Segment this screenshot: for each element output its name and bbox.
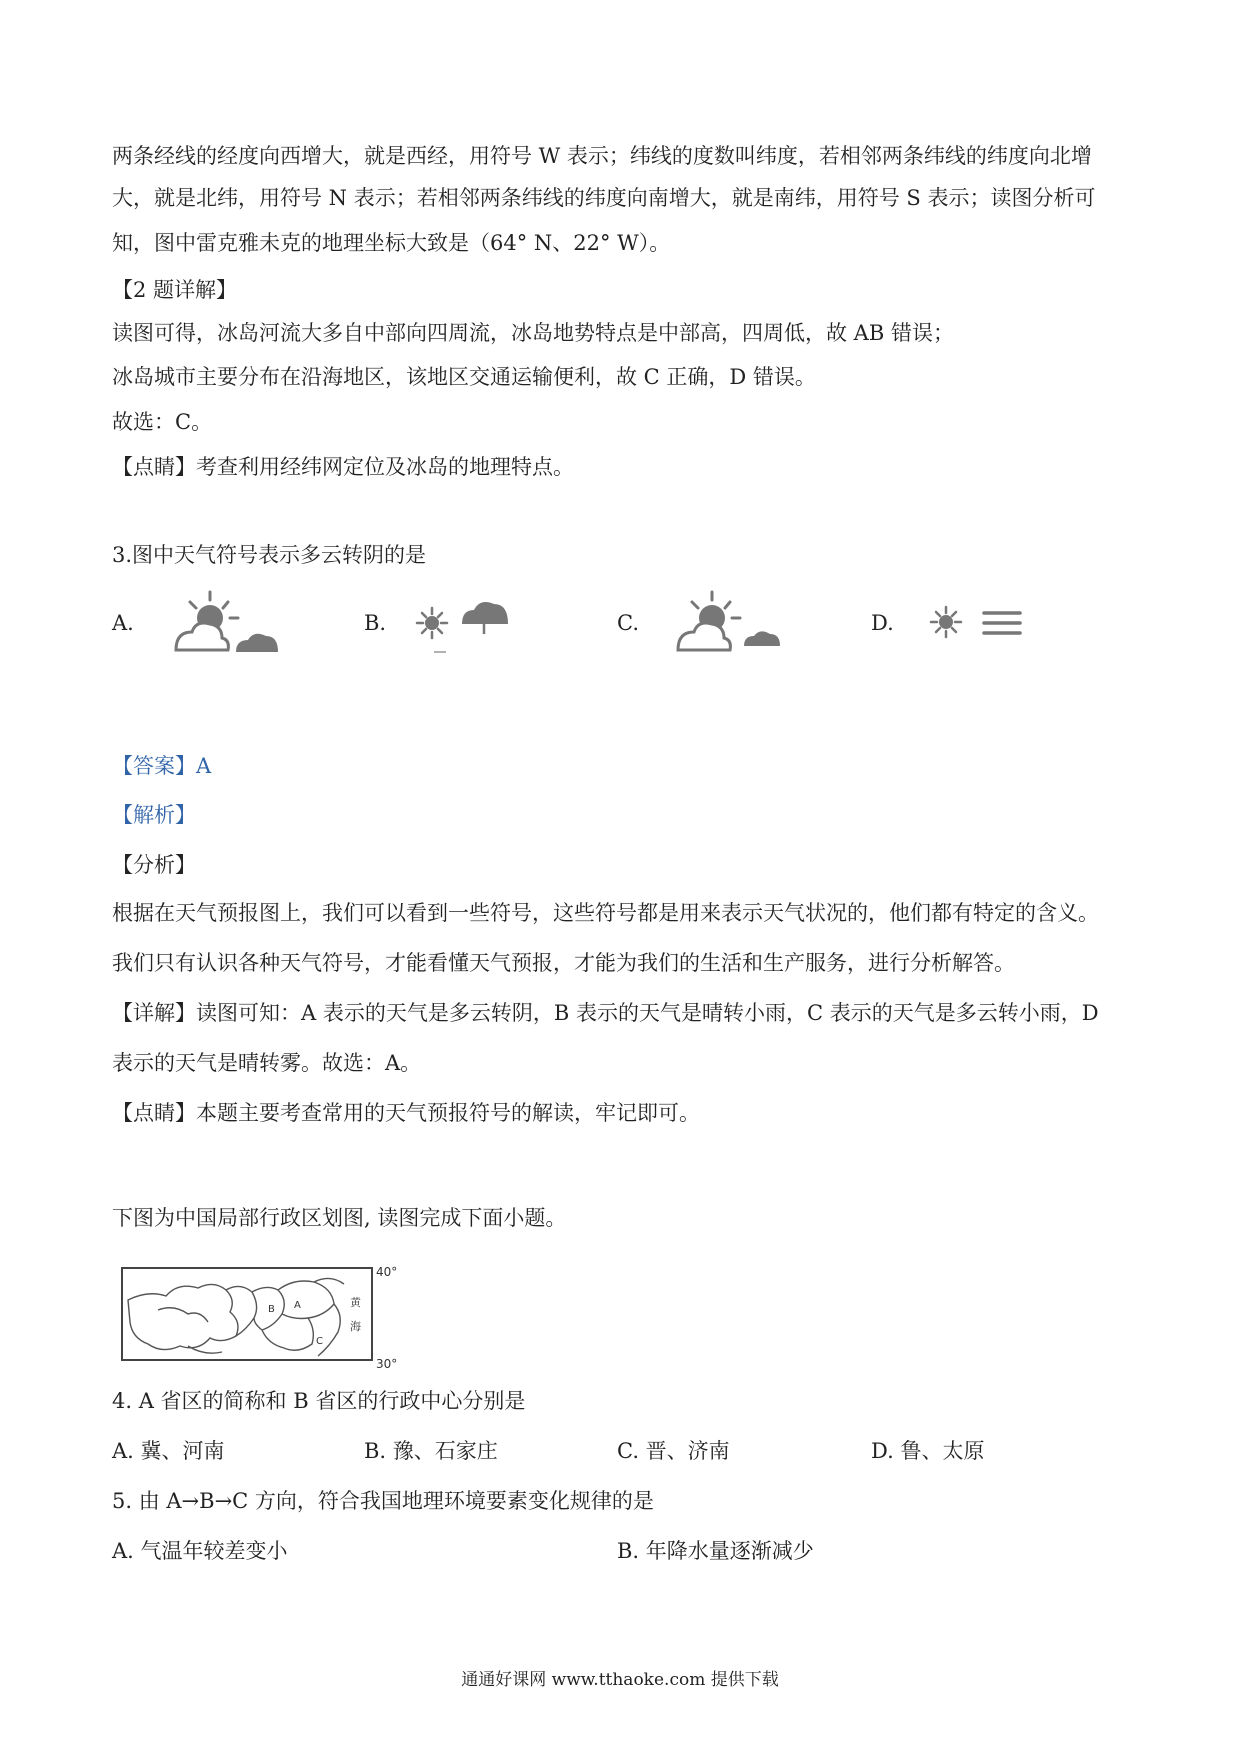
option-label-d: D. <box>871 611 894 635</box>
q5-option-a: A. 气温年较差变小 <box>112 1539 288 1563</box>
cloudy-to-overcast-icon <box>170 588 290 658</box>
body-text-line: 知，图中雷克雅未克的地理坐标大致是（64° N、22° W）。 <box>112 231 671 255</box>
sunny-to-fog-icon <box>920 595 1030 655</box>
analysis-label: 【解析】 <box>112 803 196 827</box>
map-label-b: B <box>268 1304 275 1315</box>
fenxi-heading: 【分析】 <box>112 853 196 877</box>
q3-tip: 【点睛】本题主要考查常用的天气预报符号的解读，牢记即可。 <box>112 1101 700 1125</box>
q2-heading: 【2 题详解】 <box>112 278 238 302</box>
body-text-line: 我们只有认识各种天气符号，才能看懂天气预报，才能为我们的生活和生产服务，进行分析解答。 <box>112 951 1015 975</box>
body-text-line: 冰岛城市主要分布在沿海地区，该地区交通运输便利，故 C 正确，D 错误。 <box>112 365 816 389</box>
body-text-line: 读图可得，冰岛河流大多自中部向四周流，冰岛地势特点是中部高，四周低，故 AB 错误； <box>112 321 954 345</box>
q4-question: 4. A 省区的简称和 B 省区的行政中心分别是 <box>112 1389 526 1413</box>
map-intro: 下图为中国局部行政区划图, 读图完成下面小题。 <box>112 1206 567 1230</box>
china-region-map <box>118 1260 418 1372</box>
body-text-line: 两条经线的经度向西增大，就是西经，用符号 W 表示；纬线的度数叫纬度，若相邻两条纬线的纬度向北增 <box>112 144 1092 168</box>
sunny-to-light-rain-icon <box>410 590 520 660</box>
lat-label-40: 40° <box>376 1265 398 1279</box>
q2-tip: 【点睛】考查利用经纬网定位及冰岛的地理特点。 <box>112 455 574 479</box>
map-label-a: A <box>294 1300 301 1311</box>
option-label-c: C. <box>617 611 639 635</box>
footer-source: 通通好课网 www.tthaoke.com 提供下载 <box>461 1670 779 1690</box>
body-text-line: 【详解】读图可知：A 表示的天气是多云转阴，B 表示的天气是晴转小雨，C 表示的天气是多云转小雨，D <box>112 1001 1099 1025</box>
body-text-line: 根据在天气预报图上，我们可以看到一些符号，这些符号都是用来表示天气状况的，他们都有特定的含义。 <box>112 901 1099 925</box>
body-text-line: 表示的天气是晴转雾。故选：A。 <box>112 1051 422 1075</box>
body-text-line: 故选：C。 <box>112 410 213 434</box>
q5-option-b: B. 年降水量逐渐减少 <box>617 1539 814 1563</box>
map-label-c: C <box>316 1336 323 1347</box>
cloudy-to-light-rain-icon <box>672 588 792 658</box>
lat-label-30: 30° <box>376 1357 398 1371</box>
q4-option-b: B. 豫、石家庄 <box>364 1439 498 1463</box>
answer-label: 【答案】A <box>112 754 212 778</box>
q3-question: 3.图中天气符号表示多云转阴的是 <box>112 543 427 567</box>
option-label-a: A. <box>112 611 134 635</box>
body-text-line: 大，就是北纬，用符号 N 表示；若相邻两条纬线的纬度向南增大，就是南纬，用符号 S 表示；读图分析可 <box>112 186 1096 210</box>
map-label-sea-2: 海 <box>350 1320 361 1333</box>
q5-question: 5. 由 A→B→C 方向，符合我国地理环境要素变化规律的是 <box>112 1489 654 1513</box>
option-label-b: B. <box>364 611 387 635</box>
map-label-sea-1: 黄 <box>350 1296 361 1309</box>
q4-option-a: A. 冀、河南 <box>112 1439 225 1463</box>
q4-option-d: D. 鲁、太原 <box>871 1439 985 1463</box>
q4-option-c: C. 晋、济南 <box>617 1439 730 1463</box>
